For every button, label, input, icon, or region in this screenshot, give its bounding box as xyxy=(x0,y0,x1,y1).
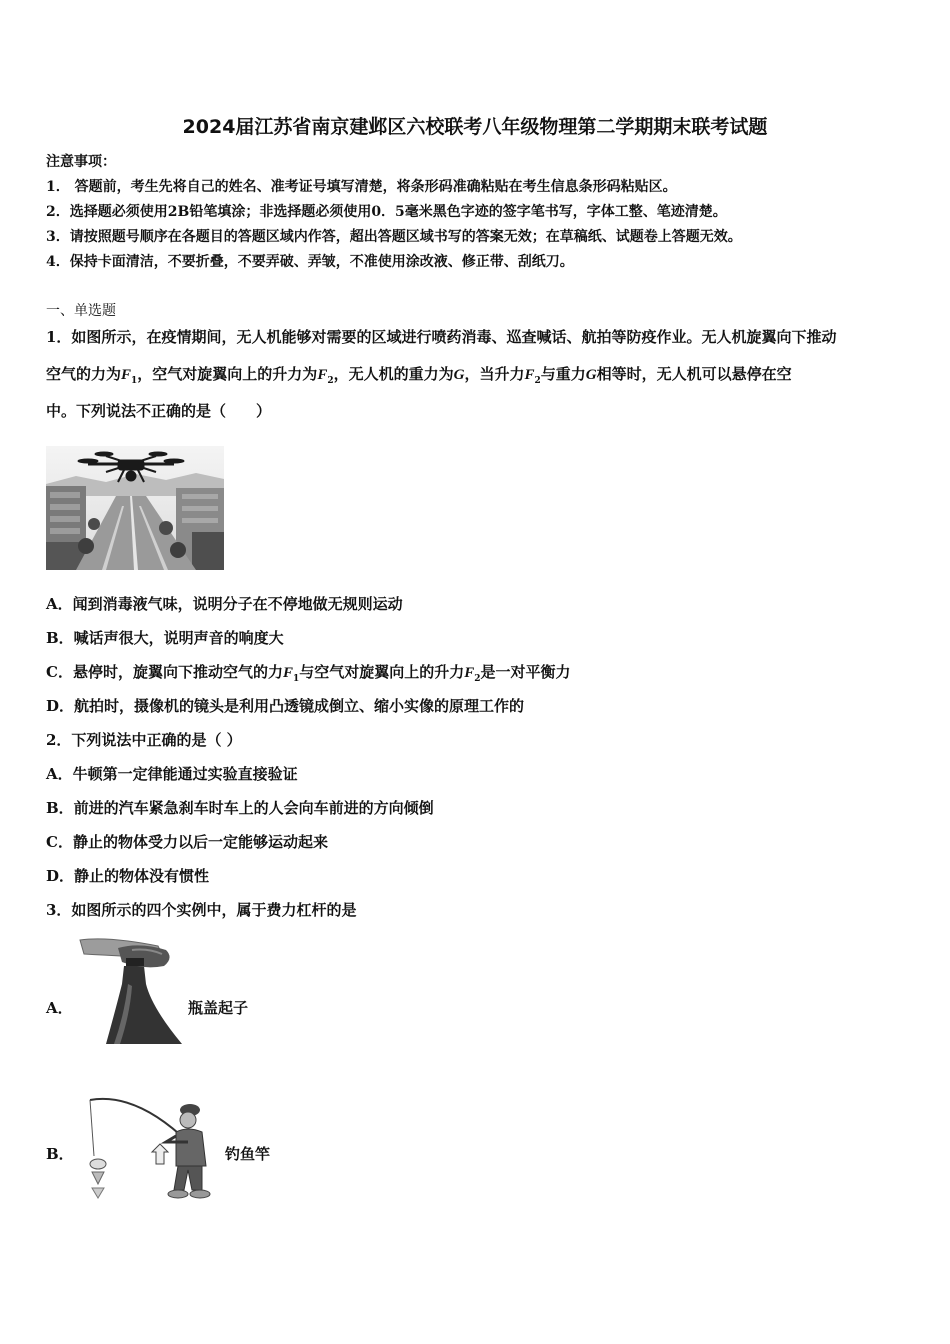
sub-1: 1 xyxy=(292,674,300,684)
drone-photo xyxy=(46,446,224,570)
q1-text: ，空气对旋翼向上的升力为 xyxy=(137,365,318,383)
sub-2: 2 xyxy=(474,674,481,684)
var-F: F xyxy=(317,367,328,383)
option-text: 是一对平衡力 xyxy=(480,663,571,681)
q1-stem-line2 xyxy=(46,364,792,391)
q1-text: 相等时，无人机可以悬停在空 xyxy=(596,365,792,383)
var-F: F xyxy=(524,367,535,383)
notice-heading: 注意事项： xyxy=(46,154,116,170)
q3-option-a-caption: 瓶盖起子 xyxy=(188,999,249,1017)
q3-option-b-caption: 钓鱼竿 xyxy=(225,1145,271,1163)
var-G: G xyxy=(453,367,465,383)
q1-text: 与重力 xyxy=(540,365,586,383)
option-text: 与空气对旋翼向上的升力 xyxy=(299,663,465,681)
notice-item-2: 2．选择题必须使用2B铅笔填涂；非选择题必须使用0．5毫米黑色字迹的签字笔书写，字体工整、笔迹清楚。 xyxy=(46,204,727,220)
notice-item-3: 3．请按照题号顺序在各题目的答题区域内作答，超出答题区域书写的答案无效；在草稿纸、试题卷上答题无效。 xyxy=(46,229,742,245)
bottle-opener-image xyxy=(78,936,186,1044)
q1-stem-line1: 1．如图所示，在疫情期间，无人机能够对需要的区域进行喷药消毒、巡查喊话、航拍等防疫作业。无人机旋翼向下推动 xyxy=(46,328,837,346)
var-G: G xyxy=(585,367,597,383)
q1-text: ，当升力 xyxy=(464,365,525,383)
var-F: F xyxy=(121,367,132,383)
sub-2: 2 xyxy=(327,376,334,386)
page-title: 2024届江苏省南京建邺区六校联考八年级物理第二学期期末联考试题 xyxy=(182,116,768,138)
var-F: F xyxy=(282,665,293,681)
q3-option-b-letter[interactable]: B． xyxy=(46,1145,74,1163)
q1-stem-line3: 中。下列说法不正确的是（ ） xyxy=(46,402,272,420)
var-F: F xyxy=(464,665,475,681)
q2-option-d[interactable]: D．静止的物体没有惯性 xyxy=(46,867,210,885)
sub-2: 2 xyxy=(534,376,541,386)
q2-option-b[interactable]: B．前进的汽车紧急刹车时车上的人会向车前进的方向倾倒 xyxy=(46,799,434,817)
q3-option-a-letter[interactable]: A． xyxy=(46,999,73,1017)
q3-stem: 3．如图所示的四个实例中，属于费力杠杆的是 xyxy=(46,901,357,919)
q1-option-a[interactable]: A．闻到消毒液气味，说明分子在不停地做无规则运动 xyxy=(46,595,403,613)
q2-option-a[interactable]: A．牛顿第一定律能通过实验直接验证 xyxy=(46,765,298,783)
q1-option-b[interactable]: B．喊话声很大，说明声音的响度大 xyxy=(46,629,284,647)
fishing-rod-image xyxy=(76,1092,220,1204)
sub-1: 1 xyxy=(131,376,138,386)
option-text: C．悬停时，旋翼向下推动空气的力 xyxy=(46,663,283,681)
q2-stem: 2．下列说法中正确的是（ ） xyxy=(46,731,242,749)
q1-option-c[interactable] xyxy=(46,662,571,689)
q1-text: ，无人机的重力为 xyxy=(333,365,454,383)
q1-text: 空气的力为 xyxy=(46,365,122,383)
notice-item-4: 4．保持卡面清洁，不要折叠，不要弄破、弄皱，不准使用涂改液、修正带、刮纸刀。 xyxy=(46,254,574,270)
q1-option-d[interactable]: D．航拍时，摄像机的镜头是利用凸透镜成倒立、缩小实像的原理工作的 xyxy=(46,697,525,715)
q2-option-c[interactable]: C．静止的物体受力以后一定能够运动起来 xyxy=(46,833,328,851)
section-heading: 一、单选题 xyxy=(46,303,116,319)
notice-item-1: 1． 答题前，考生先将自己的姓名、准考证号填写清楚，将条形码准确粘贴在考生信息条形码粘贴区。 xyxy=(46,179,677,195)
